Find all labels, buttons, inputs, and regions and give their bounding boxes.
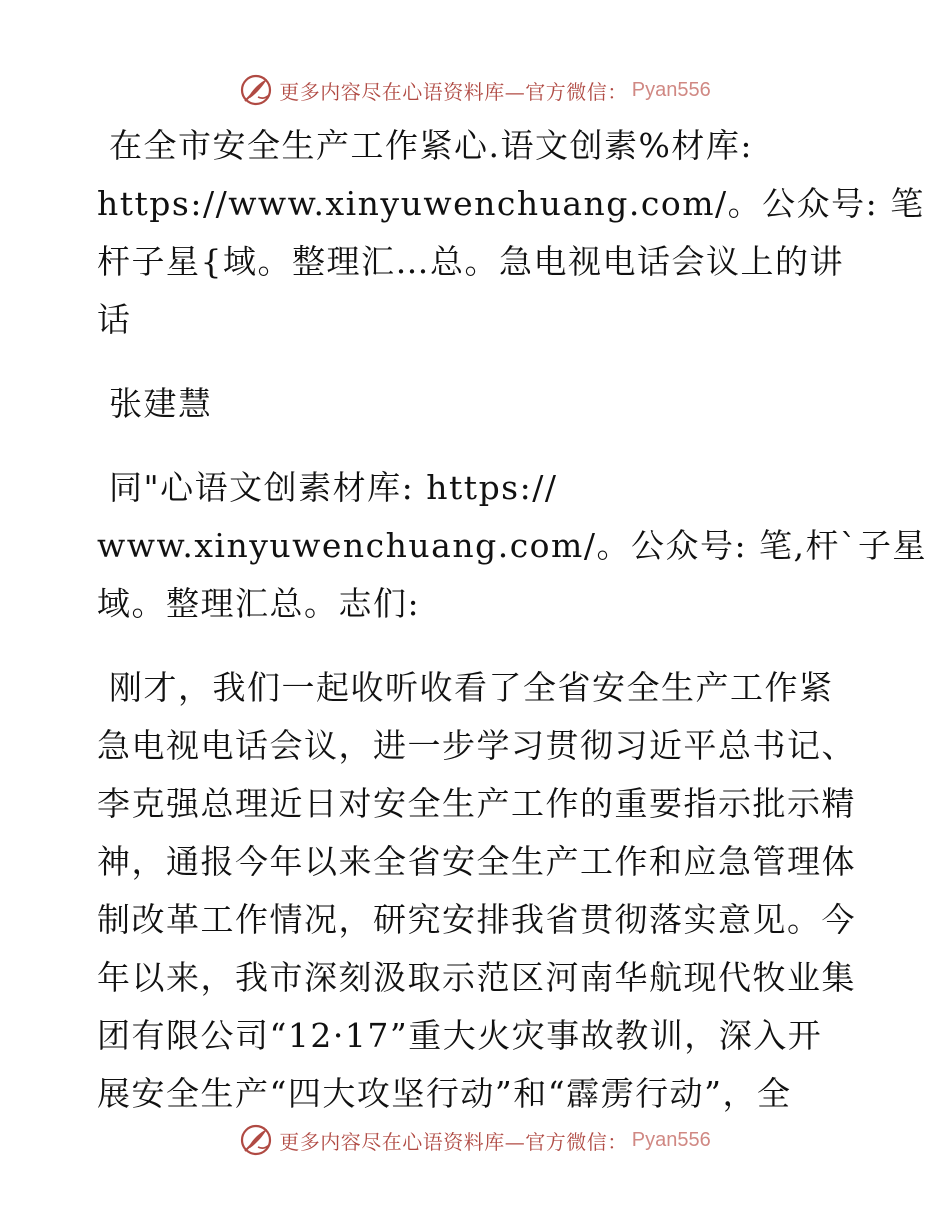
quill-logo-icon xyxy=(239,73,273,107)
watermark-text: 更多内容尽在心语资料库—官方微信： xyxy=(279,79,628,104)
body-line: 展安全生产“四大攻坚行动”和“霹雳行动”，全 xyxy=(97,1074,792,1113)
body-line: 急电视电话会议，进一步学习贯彻习近平总书记、 xyxy=(97,726,856,765)
salutation-line: 同"心语文创素材库: https:// xyxy=(109,468,558,507)
watermark-handle: Pyan556 xyxy=(631,78,711,101)
title-line: 杆子星{域。整理汇…总。急电视电话会议上的讲 xyxy=(97,242,844,281)
body-line: 制改革工作情况，研究安排我省贯彻落实意见。今 xyxy=(97,900,856,939)
header-watermark xyxy=(0,70,950,110)
title-line: 话 xyxy=(97,300,132,339)
footer-watermark xyxy=(0,1120,950,1160)
salutation-line: 域。整理汇总。志们: xyxy=(97,584,421,623)
title-line: https://www.xinyuwenchuang.com/。公众号: 笔 xyxy=(97,184,925,223)
salutation xyxy=(97,459,928,633)
body-line: 神，通报今年以来全省安全生产工作和应急管理体 xyxy=(97,842,856,881)
body-line: 团有限公司“12·17”重大火灾事故教训，深入开 xyxy=(97,1016,823,1055)
document-title xyxy=(97,117,925,349)
body-line: 年以来，我市深刻汲取示范区河南华航现代牧业集 xyxy=(97,958,856,997)
author-name xyxy=(97,375,857,433)
document-body xyxy=(97,117,928,1123)
watermark-handle: Pyan556 xyxy=(631,1128,711,1151)
body-line: 刚才，我们一起收听收看了全省安全生产工作紧 xyxy=(109,668,834,707)
salutation-line: www.xinyuwenchuang.com/。公众号: 笔,杆`子星 xyxy=(97,526,928,565)
quill-logo-icon xyxy=(239,1123,273,1157)
watermark-text: 更多内容尽在心语资料库—官方微信： xyxy=(279,1129,628,1154)
title-line: 在全市安全生产工作紧心.语文创素%材库: xyxy=(109,126,753,165)
author-line: 张建慧 xyxy=(109,384,213,423)
body-line: 李克强总理近日对安全生产工作的重要指示批示精 xyxy=(97,784,856,823)
body-paragraph xyxy=(97,659,857,1123)
